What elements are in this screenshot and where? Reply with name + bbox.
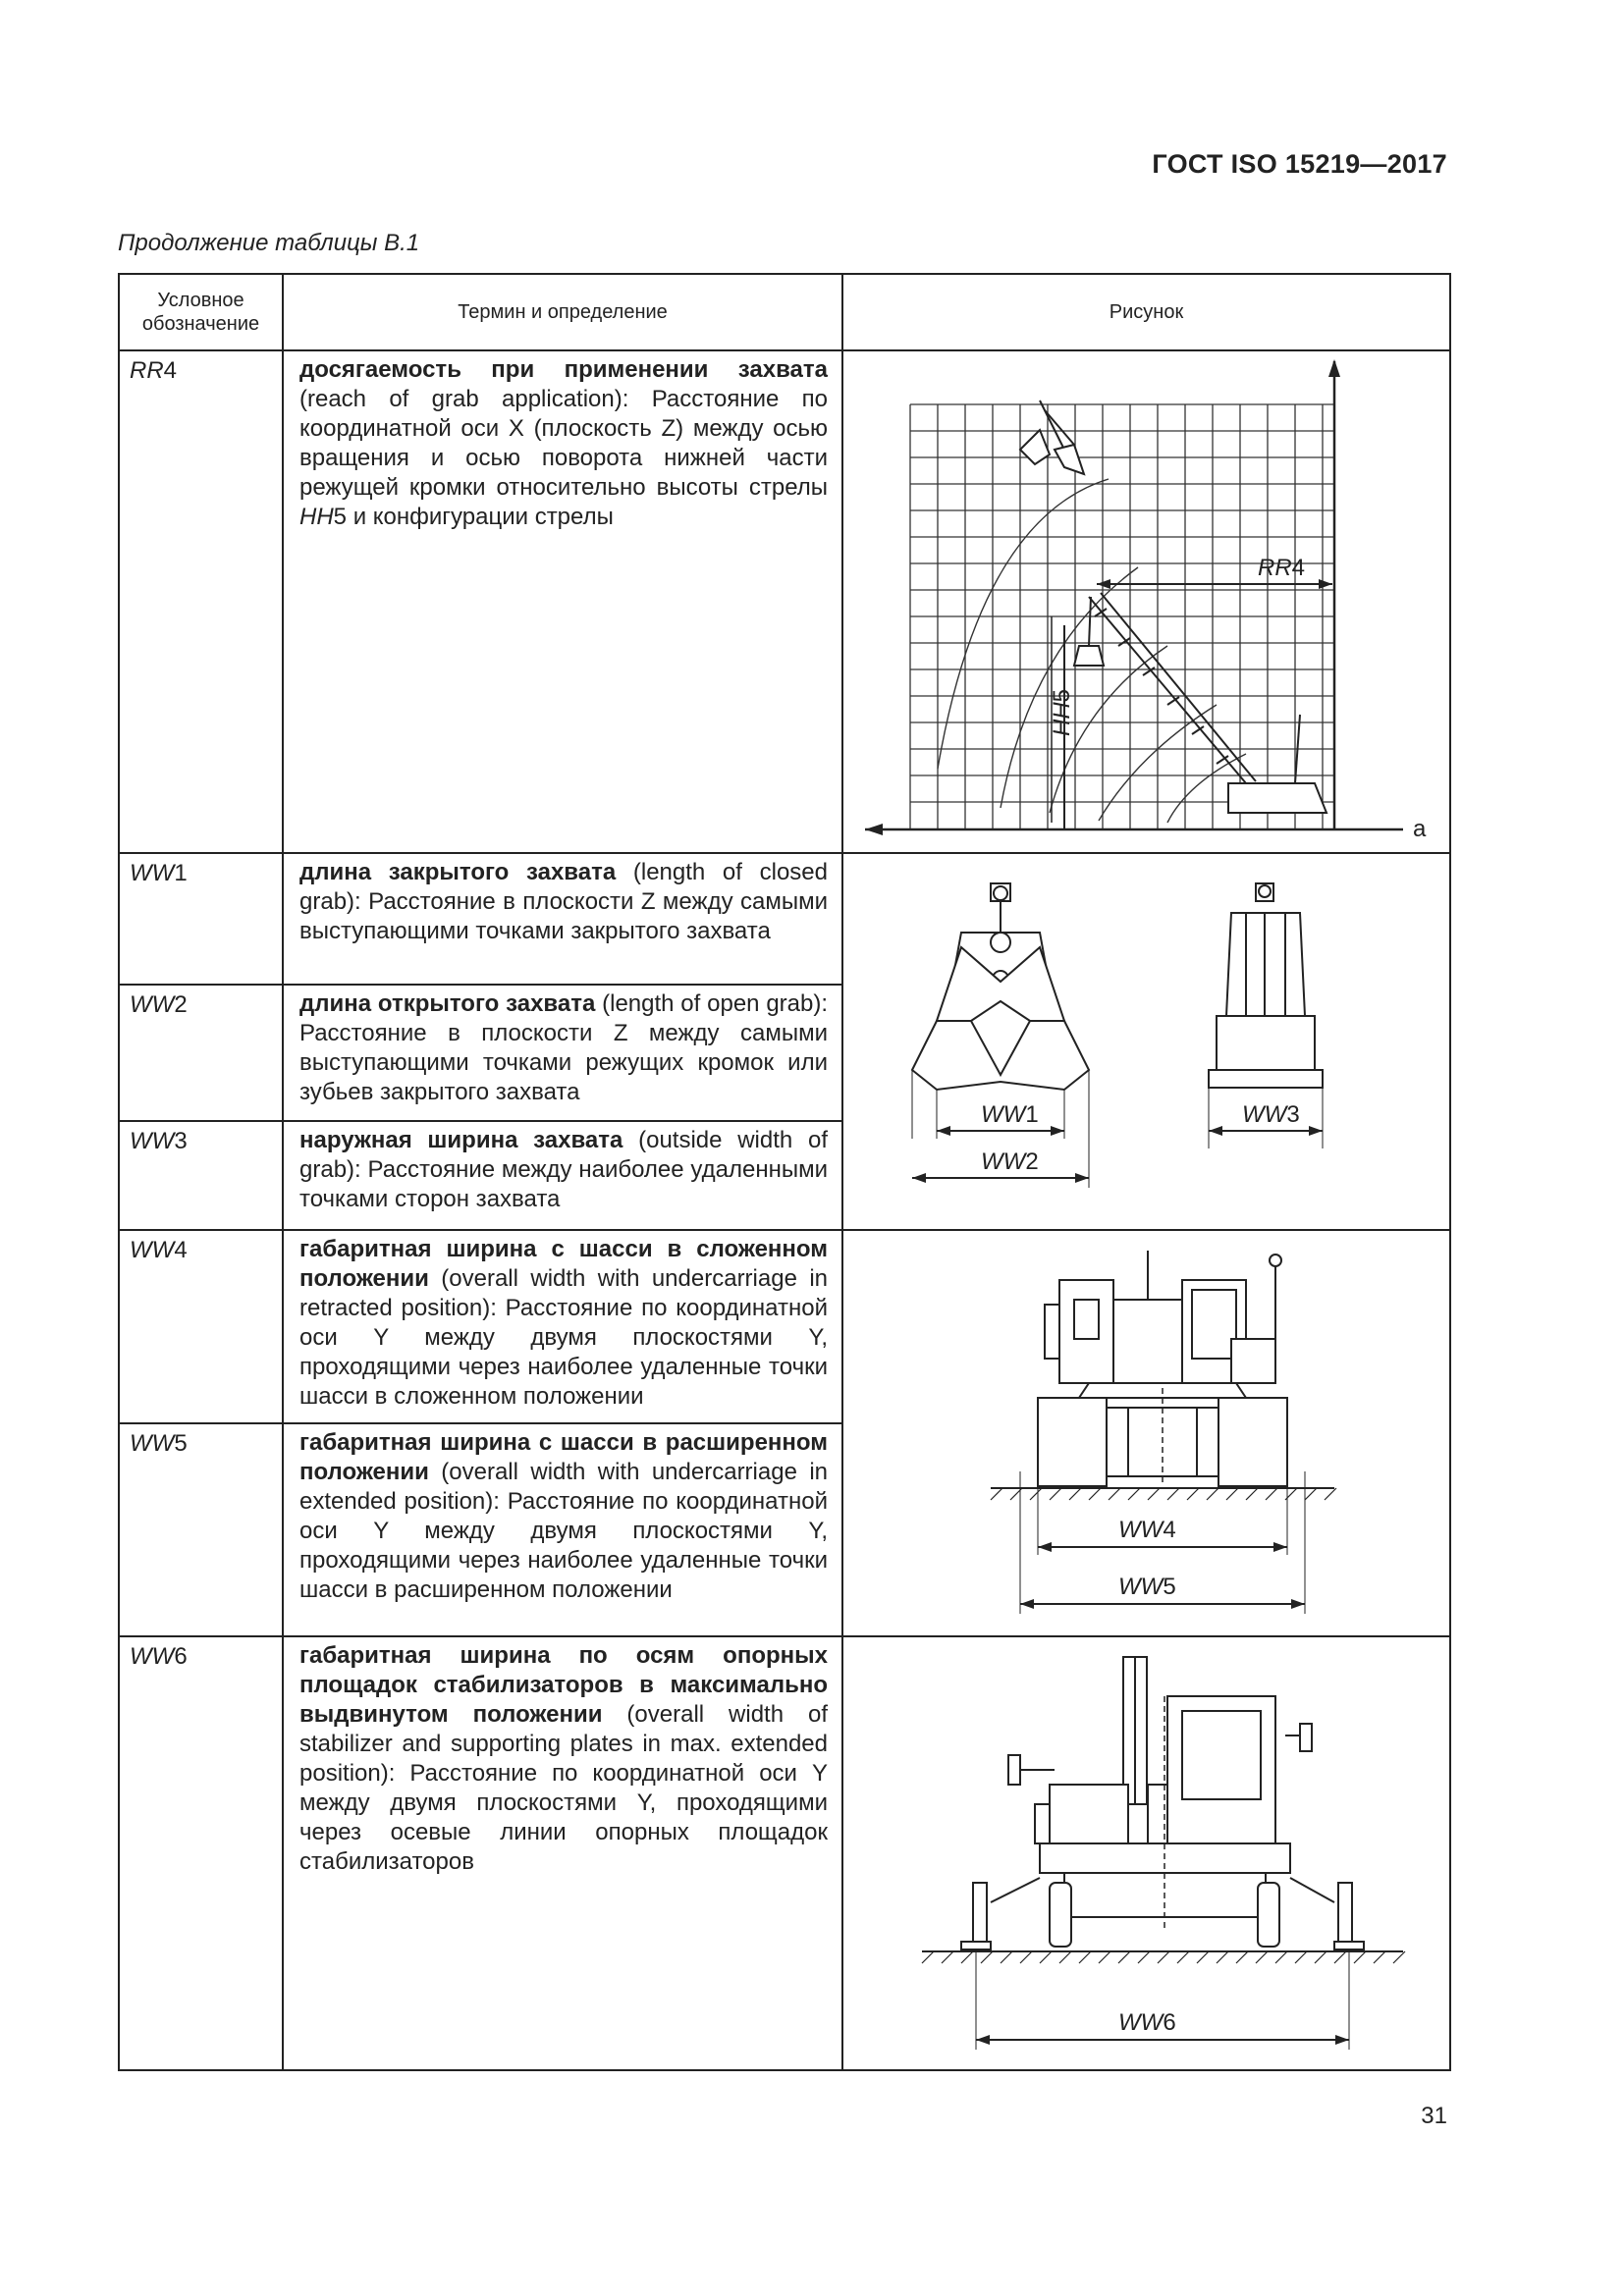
- header-symbol: [119, 274, 283, 350]
- label-ww1: WW1: [981, 1101, 1039, 1128]
- label-hh5: HH5: [1049, 688, 1075, 736]
- term-name: габаритная ширина с шасси в расширенном положении: [299, 1428, 828, 1485]
- table-row: [119, 350, 1450, 853]
- term-name: габаритная ширина по осям опорных площадок стабилизаторов в максимально выдвинутом положении: [299, 1642, 828, 1728]
- symbol-cell: WW3: [119, 1121, 283, 1230]
- term-name: габаритная ширина с шасси в сложенном положении: [299, 1236, 828, 1292]
- term-name: длина закрытого захвата: [299, 859, 617, 885]
- term-definition: (outside width of grab): Расстояние между наиболее удаленными точками сторон захвата: [299, 1127, 828, 1213]
- label-ww4: WW4: [1118, 1517, 1176, 1543]
- reach-diagram: [843, 351, 1449, 852]
- definition-cell: [283, 350, 842, 853]
- term-definition: (reach of grab application): Расстояние по координатной оси X (плоскость Z) между осью вращения и осью поворота нижней части режущей кромки относительно высоты стрелы: [299, 386, 828, 501]
- x-axis-arrow: [865, 824, 883, 835]
- definition-cell: [283, 985, 842, 1121]
- label-rr4: RR4: [1258, 555, 1306, 581]
- table-row: [119, 1230, 1450, 1423]
- symbol-cell: WW4: [119, 1230, 283, 1423]
- symbol-cell: WW2: [119, 985, 283, 1121]
- label-ww2: WW2: [981, 1148, 1039, 1175]
- definition-cell: [283, 1423, 842, 1636]
- terms-table: [118, 273, 1451, 2071]
- header-figure: Рисунок: [842, 274, 1450, 350]
- term-name: длина открытого захвата: [299, 990, 596, 1018]
- term-definition: (length of open grab): Расстояние в плоскости Z между самыми выступающими точками режущих кромок или зубьев закрытого захвата: [299, 990, 829, 1106]
- term-definition: (overall width of stabilizer and supporting plates in max. extended position): Расстояние по координатной оси Y между двумя плоскостями Y, проходящими через осевые линии опорных площадок стабилизаторов: [299, 1701, 828, 1875]
- symbol-cell: RR4: [119, 350, 283, 853]
- term-name: наружная ширина захвата: [299, 1127, 623, 1154]
- definition-cell: [283, 1230, 842, 1423]
- figure-cell-rr4: [842, 350, 1450, 853]
- undercarriage-diagram: [843, 1231, 1449, 1635]
- term-definition-symbol: HH: [299, 504, 334, 530]
- figure-cell-ww1-ww3: [842, 853, 1450, 1230]
- header-symbol-line2: обозначение: [141, 313, 260, 335]
- symbol-cell: WW1: [119, 853, 283, 985]
- figure-cell-ww6: [842, 1636, 1450, 2070]
- y-axis-arrow: [1328, 359, 1340, 377]
- term-definition: (length of closed grab): Расстояние в плоскости Z между самыми выступающими точками закрытого захвата: [299, 859, 828, 944]
- definition-cell: [283, 1121, 842, 1230]
- term-definition: (overall width with undercarriage in retracted position): Расстояние по координатной оси Y между двумя плоскостями Y, проходящими через наиболее удаленные точки шасси в сложенном положении: [299, 1265, 828, 1410]
- grid: [910, 404, 1334, 829]
- grab-front-view: [912, 883, 1089, 1188]
- term-name: досягаемость при применении захвата: [299, 356, 828, 383]
- ground-line: [991, 1488, 1336, 1500]
- table-row: [119, 853, 1450, 985]
- label-ww5: WW5: [1118, 1574, 1176, 1600]
- symbol-cell: WW5: [119, 1423, 283, 1636]
- grab-upper: [1020, 400, 1084, 474]
- term-definition: (overall width with undercarriage in extended position): Расстояние по координатной оси Y между двумя плоскостями Y, проходящими через наиболее удаленные точки шасси в расширенном положении: [299, 1458, 828, 1603]
- symbol-cell: WW6: [119, 1636, 283, 2070]
- table-row: [119, 1636, 1450, 2070]
- term-definition-tail: 5 и конфигурации стрелы: [333, 504, 614, 530]
- document-id: ГОСТ ISO 15219—2017: [1152, 149, 1447, 179]
- label-ww3: WW3: [1242, 1101, 1300, 1128]
- ground-line: [922, 1951, 1405, 1963]
- header-symbol-line1: Условное: [157, 290, 244, 311]
- table-caption: Продолжение таблицы В.1: [118, 230, 420, 256]
- label-axis-a: a: [1413, 816, 1427, 842]
- excavator-front-view: [1038, 1251, 1287, 1486]
- header-term: Термин и определение: [283, 274, 842, 350]
- figure-cell-ww4-ww5: [842, 1230, 1450, 1636]
- label-ww6: WW6: [1118, 2009, 1176, 2036]
- wheeled-excavator-front-view: [961, 1657, 1364, 1949]
- definition-cell: [283, 853, 842, 985]
- stabilizer-diagram: [843, 1637, 1449, 2069]
- crawler-crane: [1052, 593, 1326, 823]
- grab-diagram: [843, 854, 1449, 1229]
- table-header-row: [119, 274, 1450, 350]
- definition-cell: [283, 1636, 842, 2070]
- page-number: 31: [1421, 2103, 1447, 2129]
